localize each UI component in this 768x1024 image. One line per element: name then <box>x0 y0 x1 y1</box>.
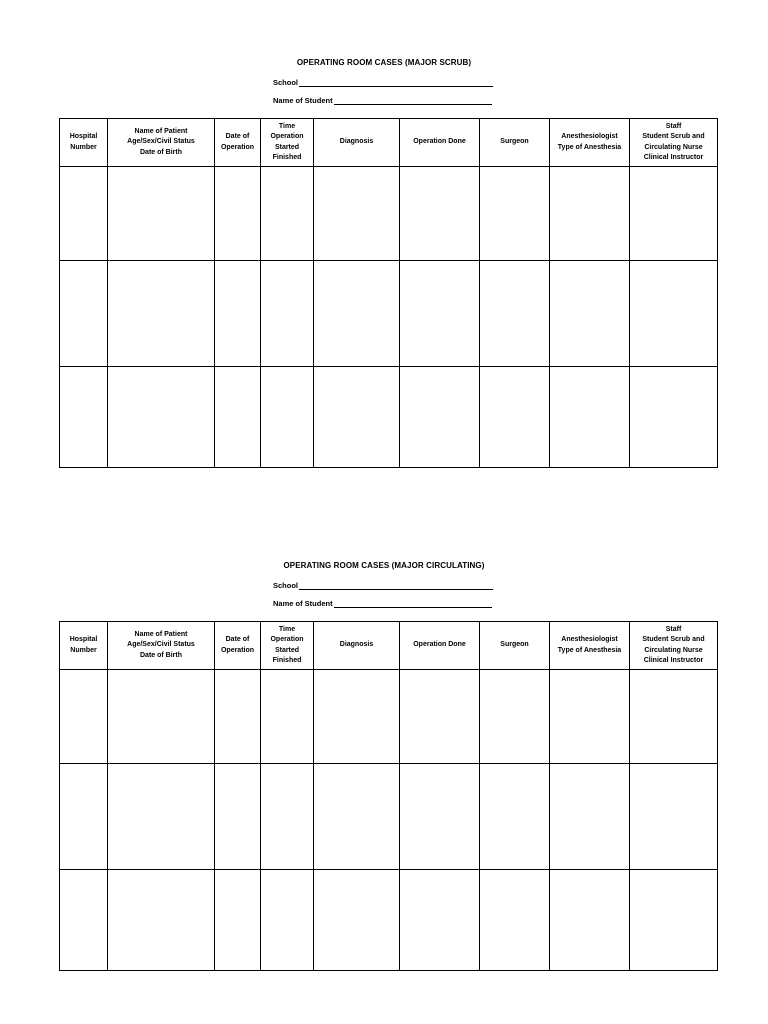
table-cell[interactable] <box>108 764 215 870</box>
table-cell[interactable] <box>60 167 108 261</box>
student-field[interactable] <box>273 599 492 608</box>
col-header-anesthesiologist: Anesthesiologist Type of Anesthesia <box>550 622 630 670</box>
col-header-anesthesiologist: Anesthesiologist Type of Anesthesia <box>550 119 630 167</box>
header-row <box>60 119 718 167</box>
table-cell[interactable] <box>480 764 550 870</box>
form-title: OPERATING ROOM CASES (MAJOR SCRUB) <box>296 58 472 67</box>
school-line[interactable] <box>299 581 493 590</box>
student-line[interactable] <box>334 96 492 105</box>
table-cell[interactable] <box>630 670 718 764</box>
student-field[interactable] <box>273 96 492 105</box>
table-cell[interactable] <box>550 167 630 261</box>
col-header-operation-done: Operation Done <box>400 119 480 167</box>
school-field[interactable] <box>273 78 493 87</box>
table-cell[interactable] <box>400 261 480 367</box>
table-cell[interactable] <box>314 261 400 367</box>
table-cell[interactable] <box>630 261 718 367</box>
col-header-time: Time Operation Started Finished <box>261 119 314 167</box>
table-cell[interactable] <box>314 670 400 764</box>
col-header-surgeon: Surgeon <box>480 119 550 167</box>
table-cell[interactable] <box>480 167 550 261</box>
table-cell[interactable] <box>261 367 314 468</box>
table-cell[interactable] <box>60 367 108 468</box>
cases-table <box>59 118 718 468</box>
col-header-time: Time Operation Started Finished <box>261 622 314 670</box>
table-cell[interactable] <box>108 870 215 971</box>
school-line[interactable] <box>299 78 493 87</box>
table-cell[interactable] <box>261 764 314 870</box>
col-header-diagnosis: Diagnosis <box>314 119 400 167</box>
table-row <box>60 261 718 367</box>
col-header-diagnosis: Diagnosis <box>314 622 400 670</box>
table-cell[interactable] <box>400 167 480 261</box>
col-header-staff: Staff Student Scrub and Circulating Nurse Clinical Instructor <box>630 622 718 670</box>
table-cell[interactable] <box>261 870 314 971</box>
table-cell[interactable] <box>400 870 480 971</box>
table-row <box>60 167 718 261</box>
table-cell[interactable] <box>630 870 718 971</box>
col-header-date-of-operation: Date of Operation <box>215 622 261 670</box>
table-cell[interactable] <box>550 764 630 870</box>
table-row <box>60 367 718 468</box>
table-row <box>60 870 718 971</box>
table-cell[interactable] <box>480 870 550 971</box>
table-cell[interactable] <box>480 670 550 764</box>
col-header-operation-done: Operation Done <box>400 622 480 670</box>
table-cell[interactable] <box>480 261 550 367</box>
cases-table <box>59 621 718 971</box>
table-cell[interactable] <box>630 167 718 261</box>
table-cell[interactable] <box>60 870 108 971</box>
table-cell[interactable] <box>550 870 630 971</box>
student-line[interactable] <box>334 599 492 608</box>
table-cell[interactable] <box>630 764 718 870</box>
col-header-patient: Name of Patient Age/Sex/Civil Status Date of Birth <box>108 622 215 670</box>
table-cell[interactable] <box>314 764 400 870</box>
student-label: Name of Student <box>273 599 333 608</box>
header-row <box>60 622 718 670</box>
table-cell[interactable] <box>215 367 261 468</box>
table-cell[interactable] <box>60 764 108 870</box>
table-cell[interactable] <box>550 367 630 468</box>
table-row <box>60 764 718 870</box>
table-cell[interactable] <box>314 167 400 261</box>
student-label: Name of Student <box>273 96 333 105</box>
table-cell[interactable] <box>215 764 261 870</box>
col-header-surgeon: Surgeon <box>480 622 550 670</box>
table-cell[interactable] <box>108 261 215 367</box>
col-header-hospital-number: Hospital Number <box>60 119 108 167</box>
table-row <box>60 670 718 764</box>
table-cell[interactable] <box>261 167 314 261</box>
table-cell[interactable] <box>108 167 215 261</box>
table-cell[interactable] <box>261 261 314 367</box>
form-title: OPERATING ROOM CASES (MAJOR CIRCULATING) <box>283 561 485 570</box>
table-cell[interactable] <box>400 670 480 764</box>
table-cell[interactable] <box>550 261 630 367</box>
col-header-date-of-operation: Date of Operation <box>215 119 261 167</box>
table-cell[interactable] <box>215 670 261 764</box>
table-cell[interactable] <box>60 670 108 764</box>
col-header-staff: Staff Student Scrub and Circulating Nurse Clinical Instructor <box>630 119 718 167</box>
school-label: School <box>273 581 299 590</box>
table-cell[interactable] <box>480 367 550 468</box>
school-label: School <box>273 78 299 87</box>
table-cell[interactable] <box>215 870 261 971</box>
table-cell[interactable] <box>630 367 718 468</box>
table-cell[interactable] <box>400 367 480 468</box>
table-cell[interactable] <box>550 670 630 764</box>
table-cell[interactable] <box>314 367 400 468</box>
table-cell[interactable] <box>261 670 314 764</box>
col-header-hospital-number: Hospital Number <box>60 622 108 670</box>
table-cell[interactable] <box>60 261 108 367</box>
table-cell[interactable] <box>108 367 215 468</box>
table-cell[interactable] <box>215 261 261 367</box>
col-header-patient: Name of Patient Age/Sex/Civil Status Date of Birth <box>108 119 215 167</box>
school-field[interactable] <box>273 581 493 590</box>
table-cell[interactable] <box>108 670 215 764</box>
table-cell[interactable] <box>314 870 400 971</box>
table-cell[interactable] <box>400 764 480 870</box>
table-cell[interactable] <box>215 167 261 261</box>
